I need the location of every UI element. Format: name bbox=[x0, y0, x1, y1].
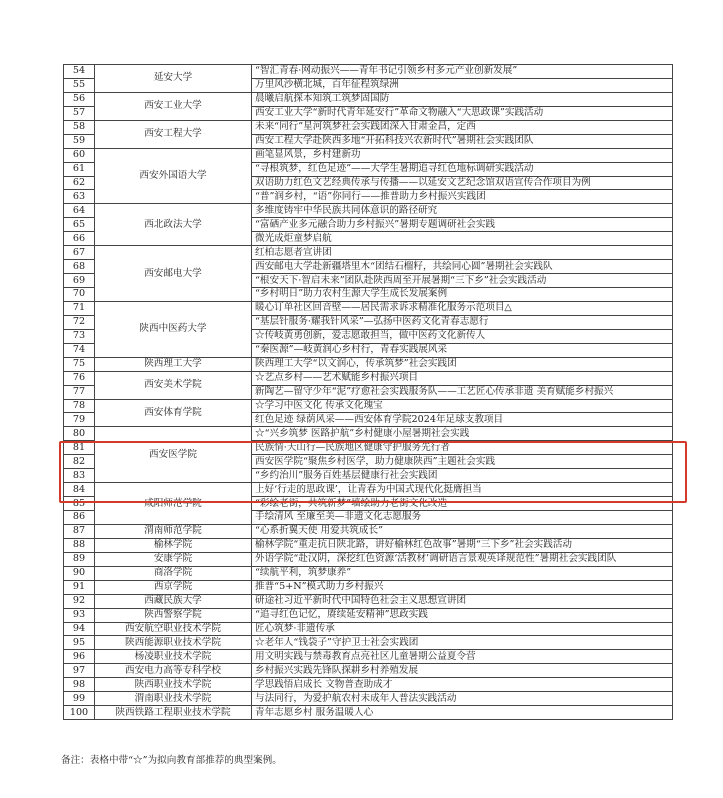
university-name: 西安工业大学 bbox=[95, 92, 252, 120]
table-row bbox=[64, 636, 673, 650]
project-title: 乡村振兴实践先锋队探耕乡村养殖发展 bbox=[252, 664, 673, 678]
project-title: 民族情·天山行—民族地区健康守护服务先行者 bbox=[252, 441, 673, 455]
row-number: 91 bbox=[64, 580, 95, 594]
table-row bbox=[64, 204, 673, 218]
university-name: 西安外国语大学 bbox=[95, 148, 252, 204]
table-row bbox=[64, 246, 673, 260]
table-row bbox=[64, 524, 673, 538]
project-title: “秦医源”—岐黄润心乡村行，青春实践展风采 bbox=[252, 343, 673, 357]
project-title: 青年志愿乡村 服务温暖人心 bbox=[252, 706, 673, 720]
project-title: “乡村明日”助力农村生源大学生成长发展案例 bbox=[252, 288, 673, 302]
table-row bbox=[64, 65, 673, 79]
project-title: “心系折翼天使 用爱共筑成长” bbox=[252, 524, 673, 538]
project-title: “追寻红色记忆，赓续延安精神”思政实践 bbox=[252, 608, 673, 622]
university-name: 陕西警察学院 bbox=[95, 608, 252, 622]
row-number: 63 bbox=[64, 190, 95, 204]
project-title: ☆学习中医文化 传承文化瑰宝 bbox=[252, 399, 673, 413]
row-number: 100 bbox=[64, 706, 95, 720]
project-title: 未来“同行”星河筑梦社会实践团深入甘肃金昌，定西 bbox=[252, 120, 673, 134]
row-number: 88 bbox=[64, 538, 95, 552]
university-name: 安康学院 bbox=[95, 552, 252, 566]
row-number: 74 bbox=[64, 343, 95, 357]
table-row bbox=[64, 357, 673, 371]
university-name: 陕西能源职业技术学院 bbox=[95, 636, 252, 650]
row-number: 75 bbox=[64, 357, 95, 371]
project-title: 画笔显风景，乡村建新功 bbox=[252, 148, 673, 162]
project-title: 红柏志愿者宣讲团 bbox=[252, 246, 673, 260]
university-name: 渭南职业技术学院 bbox=[95, 692, 252, 706]
table-row bbox=[64, 650, 673, 664]
table-row bbox=[64, 538, 673, 552]
table-row bbox=[64, 678, 673, 692]
project-title: 西安邮电大学赴新疆塔里木“团结石榴籽，共绘同心圆”暑期社会实践队 bbox=[252, 260, 673, 274]
row-number: 66 bbox=[64, 232, 95, 246]
project-title: 微光成炬童梦启航 bbox=[252, 232, 673, 246]
project-title: 双语助力红色文艺经典传承与传播——以延安文艺纪念馆双语宣传合作项目为例 bbox=[252, 176, 673, 190]
row-number: 90 bbox=[64, 566, 95, 580]
project-title: 推普“5+N”模式助力乡村振兴 bbox=[252, 580, 673, 594]
table-row bbox=[64, 148, 673, 162]
university-name: 西藏民族大学 bbox=[95, 594, 252, 608]
project-title: ☆艺点乡村——艺术赋能乡村振兴项目 bbox=[252, 371, 673, 385]
row-number: 99 bbox=[64, 692, 95, 706]
row-number: 56 bbox=[64, 92, 95, 106]
university-name: 陕西中医药大学 bbox=[95, 301, 252, 357]
project-title: 用文明实践与禁毒教育点亮社区儿童暑期公益夏令营 bbox=[252, 650, 673, 664]
university-name: 渭南师范学院 bbox=[95, 524, 252, 538]
row-number: 77 bbox=[64, 385, 95, 399]
row-number: 55 bbox=[64, 78, 95, 92]
project-title: ☆“兴乡筑梦 医路护航”乡村健康小屋暑期社会实践 bbox=[252, 427, 673, 441]
project-title: 多维度铸牢中华民族共同体意识的路径研究 bbox=[252, 204, 673, 218]
footnote: 备注：表格中带“☆”为拟向教育部推荐的典型案例。 bbox=[61, 755, 282, 766]
university-name: 西安医学院 bbox=[95, 427, 252, 483]
row-number: 95 bbox=[64, 636, 95, 650]
table-row bbox=[64, 664, 673, 678]
project-title: 红色足迹 绿荫风采——西安体育学院2024年足球支教项目 bbox=[252, 413, 673, 427]
row-number: 60 bbox=[64, 148, 95, 162]
university-name: 商洛学院 bbox=[95, 566, 252, 580]
row-number: 96 bbox=[64, 650, 95, 664]
project-title: 手绘清风 至廉至美—非遗文化志愿服务 bbox=[252, 511, 673, 525]
project-title: “基层针服务·耀我针风采”—弘扬中医药文化青春志愿行 bbox=[252, 315, 673, 329]
university-name: 西安电力高等专科学校 bbox=[95, 664, 252, 678]
row-number: 68 bbox=[64, 260, 95, 274]
university-name: 陕西铁路工程职业技术学院 bbox=[95, 706, 252, 720]
table-row bbox=[64, 594, 673, 608]
row-number: 86 bbox=[64, 511, 95, 525]
university-name: 西安工程大学 bbox=[95, 120, 252, 148]
university-name: 西京学院 bbox=[95, 580, 252, 594]
row-number: 80 bbox=[64, 427, 95, 441]
row-number: 93 bbox=[64, 608, 95, 622]
table-row bbox=[64, 552, 673, 566]
project-title: “乡约治川”服务百姓基层健康行社会实践团 bbox=[252, 469, 673, 483]
row-number: 81 bbox=[64, 441, 95, 455]
university-name: 西安航空职业技术学院 bbox=[95, 622, 252, 636]
table-row bbox=[64, 371, 673, 385]
table-row bbox=[64, 706, 673, 720]
row-number: 73 bbox=[64, 329, 95, 343]
row-number: 71 bbox=[64, 301, 95, 315]
project-title: 匠心筑梦·非遗传承 bbox=[252, 622, 673, 636]
project-title: 研途社习近平新时代中国特色社会主义思想宣讲团 bbox=[252, 594, 673, 608]
project-title: 新陶艺—留守少年“泥”疗愈社会实践服务队——工艺匠心传承非遗 美育赋能乡村振兴 bbox=[252, 385, 673, 399]
case-table bbox=[63, 64, 673, 720]
table-row bbox=[64, 399, 673, 413]
row-number: 58 bbox=[64, 120, 95, 134]
table-row bbox=[64, 566, 673, 580]
row-number: 98 bbox=[64, 678, 95, 692]
case-table-body bbox=[64, 65, 673, 720]
row-number: 72 bbox=[64, 315, 95, 329]
row-number: 87 bbox=[64, 524, 95, 538]
row-number: 57 bbox=[64, 106, 95, 120]
project-title: ☆传岐黄勇创新，爱志愿敢担当，做中医药文化新传人 bbox=[252, 329, 673, 343]
university-name: 榆林学院 bbox=[95, 538, 252, 552]
project-title: “彩绘老街，共筑新梦”墙绘助力老街文化改造 bbox=[252, 497, 673, 511]
project-title: 西安医学院“聚焦乡村医学，助力健康陕西”主题社会实践 bbox=[252, 455, 673, 469]
row-number: 78 bbox=[64, 399, 95, 413]
project-title: 西安工业大学“新时代青年延安行”革命文物融入“大思政课”实践活动 bbox=[252, 106, 673, 120]
row-number: 97 bbox=[64, 664, 95, 678]
row-number: 79 bbox=[64, 413, 95, 427]
project-title: “智汇青春·网动振兴——青年书记引领乡村多元产业创新发展” bbox=[252, 65, 673, 79]
project-title: 暖心订单社区回音壁——居民需求诉求精准化服务示范项目△ bbox=[252, 301, 673, 315]
row-number: 62 bbox=[64, 176, 95, 190]
table-row bbox=[64, 692, 673, 706]
project-title: 学思践悟启成长 文物普查助成才 bbox=[252, 678, 673, 692]
university-name: 陕西职业技术学院 bbox=[95, 678, 252, 692]
project-title: ☆老年人“钱袋子”守护卫士社会实践团 bbox=[252, 636, 673, 650]
table-row bbox=[64, 120, 673, 134]
university-name: 西北政法大学 bbox=[95, 204, 252, 246]
table-row bbox=[64, 301, 673, 315]
project-title: 与法同行，为爱护航农村未成年人普法实践活动 bbox=[252, 692, 673, 706]
row-number: 61 bbox=[64, 162, 95, 176]
university-name: 西安邮电大学 bbox=[95, 246, 252, 302]
table-row bbox=[64, 580, 673, 594]
university-name: 杨凌职业技术学院 bbox=[95, 650, 252, 664]
table-row bbox=[64, 608, 673, 622]
table-row bbox=[64, 427, 673, 441]
case-list-sheet bbox=[63, 64, 673, 720]
project-title: 万里风沙横北城，百年征程筑绿洲 bbox=[252, 78, 673, 92]
row-number: 59 bbox=[64, 134, 95, 148]
row-number: 92 bbox=[64, 594, 95, 608]
project-title: “根安天下·智启未来”团队赴陕西周至开展暑期“三下乡”社会实践活动 bbox=[252, 274, 673, 288]
project-title: 西安工程大学赴陕西多地“开拓科技兴农新时代”暑期社会实践团队 bbox=[252, 134, 673, 148]
project-title: “富硒产业多元融合助力乡村振兴”暑期专题调研社会实践 bbox=[252, 218, 673, 232]
project-title: “续航平利，筑梦康养” bbox=[252, 566, 673, 580]
project-title: 外语学院“赴汉阴，深挖红色资源‘活教材’调研语言景观英译规范性”暑期社会实践团队 bbox=[252, 552, 673, 566]
project-title: 晨曦启航探本知筑工筑梦固国防 bbox=[252, 92, 673, 106]
row-number: 85 bbox=[64, 497, 95, 511]
row-number: 67 bbox=[64, 246, 95, 260]
table-row bbox=[64, 92, 673, 106]
row-number: 76 bbox=[64, 371, 95, 385]
table-row bbox=[64, 622, 673, 636]
project-title: 榆林学院“重走抗日陕北路，讲好榆林红色故事”暑期“三下乡”社会实践活动 bbox=[252, 538, 673, 552]
row-number: 70 bbox=[64, 288, 95, 302]
row-number: 83 bbox=[64, 469, 95, 483]
table-row bbox=[64, 483, 673, 497]
university-name: 延安大学 bbox=[95, 65, 252, 93]
project-title: 上好‘行走的思政课’，让青春为中国式现代化挺膺担当 bbox=[252, 483, 673, 497]
project-title: 陕西理工大学“以文润心，传承筑梦”社会实践团 bbox=[252, 357, 673, 371]
row-number: 65 bbox=[64, 218, 95, 232]
university-name: 西安体育学院 bbox=[95, 399, 252, 427]
row-number: 64 bbox=[64, 204, 95, 218]
row-number: 84 bbox=[64, 483, 95, 497]
university-name: 陕西理工大学 bbox=[95, 357, 252, 371]
row-number: 82 bbox=[64, 455, 95, 469]
university-name: 西安美术学院 bbox=[95, 371, 252, 399]
row-number: 89 bbox=[64, 552, 95, 566]
project-title: “寻根筑梦，红色足迹”——大学生暑期追寻红色地标调研实践活动 bbox=[252, 162, 673, 176]
university-name: 咸阳师范学院 bbox=[95, 483, 252, 525]
project-title: “普”润乡村，“语”你同行——推普助力乡村振兴实践团 bbox=[252, 190, 673, 204]
row-number: 94 bbox=[64, 622, 95, 636]
row-number: 69 bbox=[64, 274, 95, 288]
row-number: 54 bbox=[64, 65, 95, 79]
